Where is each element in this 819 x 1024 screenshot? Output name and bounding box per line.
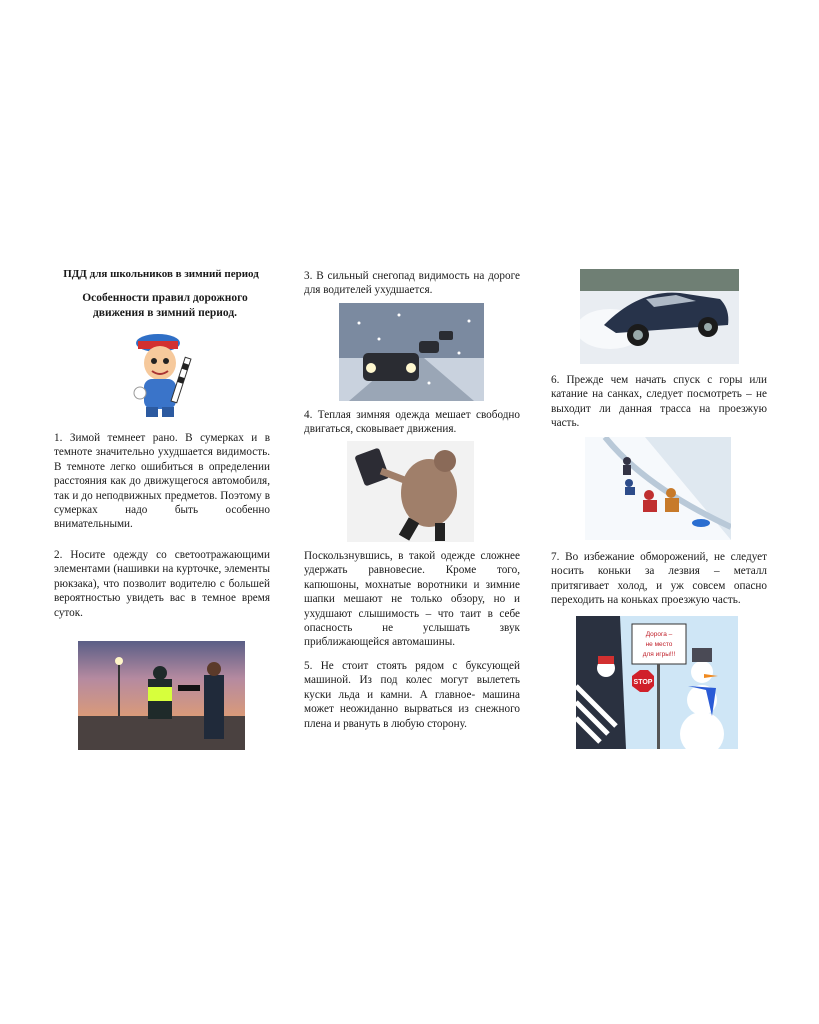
rule-2-text: 2. Носите одежду со светоотражающими элементами (нашивки на курточке, элементы рюкзака), что позволит водителю с большей вероятностью увидеть вас в темное время суток.	[54, 549, 270, 619]
rule-4-continued-text: Поскользнувшись, в такой одежде сложнее удержать равновесие. Кроме того, капюшоны, мохнатые воротники и зимние шапки мешают не только обзору, но и ухудшают слышимость – что таит в себе опасность не услышать звук приближающейся автомашины.	[304, 550, 520, 649]
skidding-car-photo	[580, 269, 739, 364]
rule-6-text: 6. Прежде чем начать спуск с горы или катание на санках, следует посмотреть – не выходит ли данная трасса на проезжую часть.	[551, 374, 767, 430]
rule-1-text: 1. Зимой темнеет рано. В сумерках и в темноте значительно ухудшается видимость. В темноте легко ошибиться в определении расстояния как до движущегося автомобиля, так и до неподвижных предметов. Поэтому в сумерках надо быть особенно внимательными.	[54, 432, 270, 531]
leaflet-subtitle: Особенности правил дорожного движения в зимний период.	[82, 292, 248, 319]
leaflet-title: ПДД для школьников в зимний период	[63, 268, 259, 280]
rule-7-text: 7. Во избежание обморожений, не следует носить коньки за лезвия – металл притягивает холод, и уж совсем опасно переходить на коньках проезжую часть.	[551, 551, 767, 607]
slipping-pedestrian-photo	[347, 441, 474, 542]
snowman-road-sign-image	[576, 616, 738, 749]
rule-3-text: 3. В сильный снегопад видимость на дороге для водителей ухудшается.	[304, 270, 520, 297]
sign-text-line2: не место	[645, 641, 673, 648]
rule-5-text: 5. Не стоит стоять рядом с буксующей машиной. Из под колес могут вылететь куски льда и камни. А главное- машина может неожиданно вырваться из снежного плена и рвануть в любую сторону.	[304, 660, 520, 730]
snowfall-cars-photo	[339, 303, 484, 401]
sign-text-line1: Дорога –	[645, 631, 673, 638]
stop-sign-text: STOP	[633, 679, 653, 686]
sign-text-line3: для игры!!!	[642, 651, 676, 658]
rule-4-text: 4. Теплая зимняя одежда мешает свободно двигаться, сковывает движения.	[304, 409, 520, 436]
sledding-hill-photo	[585, 437, 731, 540]
traffic-cop-mascot-image	[126, 327, 198, 419]
police-dusk-photo	[78, 641, 245, 750]
